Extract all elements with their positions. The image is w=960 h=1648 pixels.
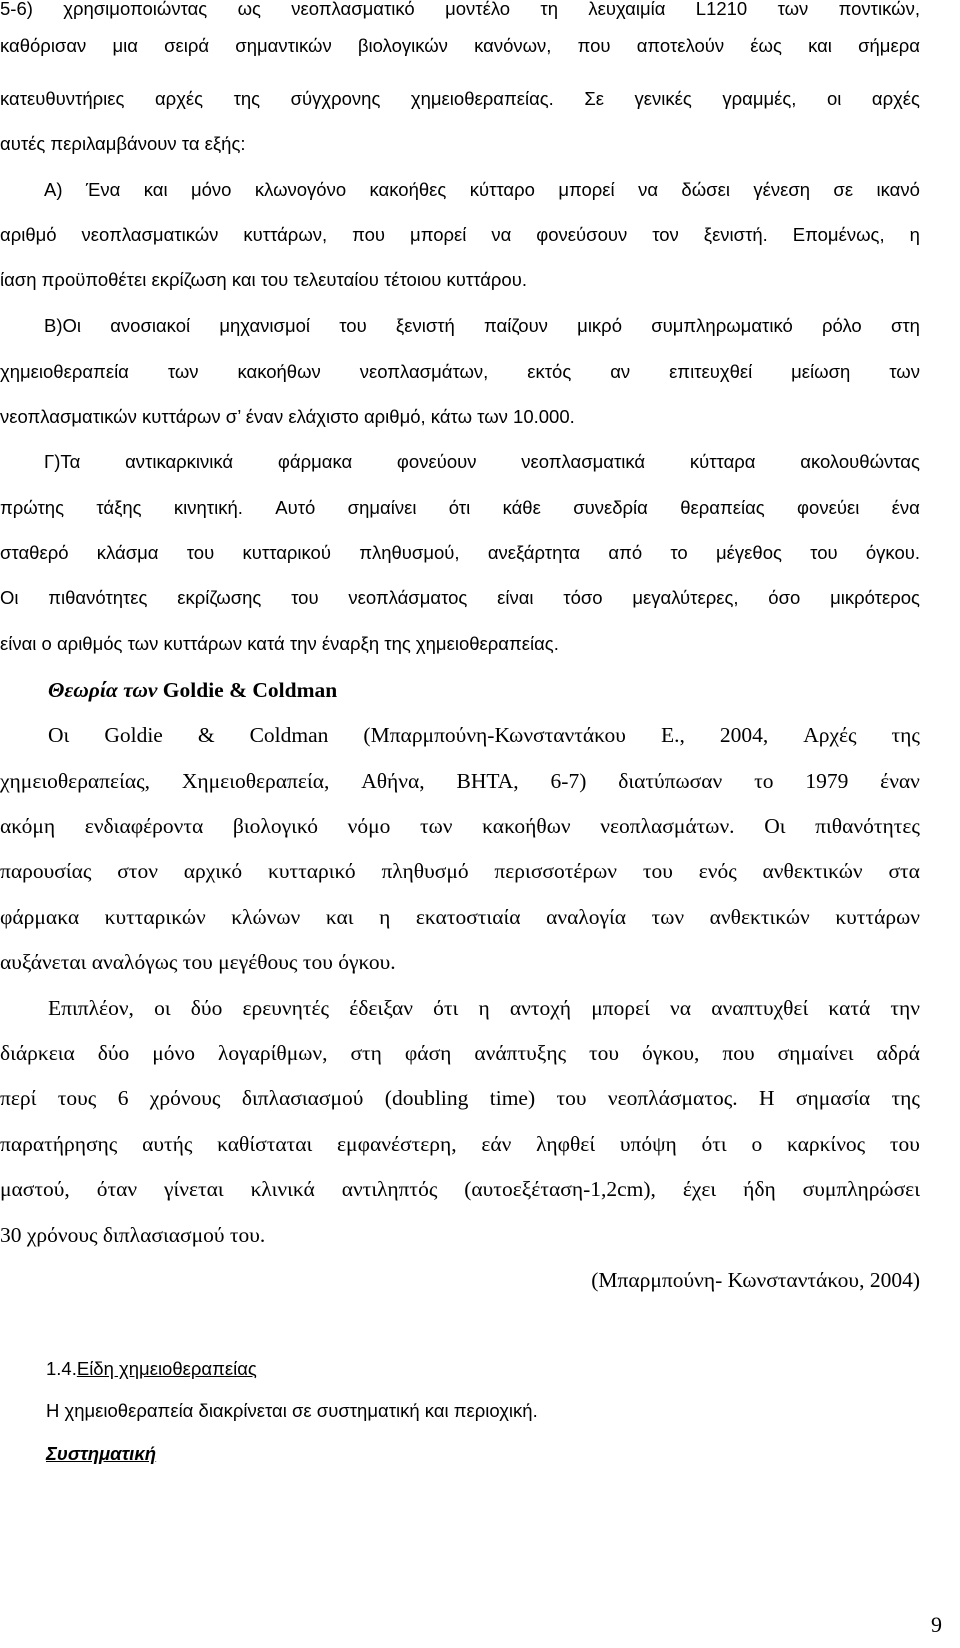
- word: λευχαιμία: [588, 0, 666, 19]
- word: περισσοτέρων: [494, 859, 618, 883]
- word: καρκίνος: [786, 1132, 866, 1156]
- word: των: [777, 0, 809, 19]
- word: 6-7): [550, 769, 587, 793]
- word: &: [197, 723, 215, 747]
- word: αντικαρκινικά: [125, 451, 234, 472]
- word: νεοπλασμάτων,: [359, 361, 489, 382]
- word: στη: [350, 1041, 382, 1065]
- word: του: [810, 542, 838, 563]
- word: μπορεί: [558, 179, 615, 200]
- text-line: Η χημειοθεραπεία διακρίνεται σε συστηματική και περιοχική.: [46, 1400, 538, 1421]
- section-title: Είδη χημειοθεραπείας: [76, 1358, 257, 1379]
- word: ότι: [433, 996, 459, 1020]
- word: έως: [750, 35, 782, 56]
- word: ως: [237, 0, 261, 19]
- word: φάση: [404, 1041, 452, 1065]
- word: περί: [0, 1086, 37, 1110]
- text-line: αυξάνεται αναλόγως του μεγέθους του όγκου.: [0, 950, 396, 974]
- word: χημειοθεραπεία: [0, 361, 129, 382]
- word: διάρκεια: [0, 1041, 75, 1065]
- word: ΒΗΤΑ,: [456, 769, 519, 793]
- word: Αυτό: [275, 497, 316, 518]
- heading-italic-part: Θεωρία των: [48, 678, 158, 702]
- word: ο: [751, 1132, 763, 1156]
- text-line: αυτές περιλαμβάνουν τα εξής:: [0, 133, 246, 154]
- word: μπορεί: [591, 996, 650, 1020]
- text-line: [0, 904, 920, 930]
- word: να: [638, 179, 659, 200]
- word: 2004,: [719, 723, 769, 747]
- word: αρχές: [871, 88, 920, 109]
- text-line: [0, 359, 920, 385]
- text-line: [48, 995, 920, 1021]
- word: συνεδρία: [573, 497, 648, 518]
- word: φονεύει: [797, 497, 860, 518]
- word: αριθμό: [0, 224, 57, 245]
- word: κλώνων: [231, 905, 301, 929]
- word: το: [670, 542, 688, 563]
- word: ότι: [701, 1132, 727, 1156]
- word: δύο: [190, 996, 223, 1020]
- word: 5-6): [0, 0, 33, 19]
- word: Α): [44, 179, 63, 200]
- word: ανοσιακοί: [110, 315, 191, 336]
- word: ενδιαφέροντα: [84, 814, 204, 838]
- word: δύο: [97, 1041, 130, 1065]
- word: νεοπλασματικό: [291, 0, 415, 19]
- word: τη: [540, 0, 559, 19]
- word: του: [339, 315, 367, 336]
- word: αν: [610, 361, 631, 382]
- word: μοντέλο: [445, 0, 511, 19]
- word: των: [889, 361, 920, 382]
- word: αντιληπτός: [341, 1177, 438, 1201]
- text-line: [44, 177, 920, 203]
- word: κακοήθες: [369, 179, 447, 200]
- word: φάρμακα: [277, 451, 353, 472]
- word: μόνο: [152, 1041, 196, 1065]
- word: 1979: [805, 769, 849, 793]
- word: αντοχή: [509, 996, 572, 1020]
- word: γραμμές,: [722, 88, 797, 109]
- subheading-systematic: Συστηματική: [46, 1443, 157, 1464]
- word: νεοπλασματικών: [81, 224, 219, 245]
- text-line: [0, 86, 920, 112]
- word: μόνο: [190, 179, 232, 200]
- word: αδρά: [876, 1041, 920, 1065]
- word: σταθερό: [0, 542, 69, 563]
- text-line: [0, 1040, 920, 1066]
- word: Οι: [764, 814, 786, 838]
- word: η: [379, 905, 391, 929]
- word: Χημειοθεραπεία,: [181, 769, 330, 793]
- word: κυτταρικό: [267, 859, 356, 883]
- word: παίζουν: [484, 315, 548, 336]
- word: ανθεκτικών: [762, 859, 863, 883]
- word: ακόμη: [0, 814, 56, 838]
- word: γίνεται: [163, 1177, 224, 1201]
- word: (Μπαρμπούνη-Κωνσταντάκου: [363, 723, 626, 747]
- word: θεραπείας: [680, 497, 765, 518]
- text-line: [0, 540, 920, 566]
- word: υπόψη: [619, 1132, 677, 1156]
- word: η: [478, 996, 490, 1020]
- word: χρόνους: [149, 1086, 221, 1110]
- word: συμπληρωματικό: [651, 315, 793, 336]
- word: τον: [652, 224, 679, 245]
- word: (αυτοεξέταση-1,2cm),: [464, 1177, 656, 1201]
- word: Ένα: [85, 179, 121, 200]
- word: δώσει: [681, 179, 730, 200]
- word: της: [891, 723, 920, 747]
- word: νεοπλασματικά: [521, 451, 646, 472]
- word: η: [909, 224, 920, 245]
- word: κατευθυντήριες: [0, 88, 125, 109]
- word: αρχικό: [183, 859, 243, 883]
- word: time): [489, 1086, 536, 1110]
- word: χρησιμοποιώντας: [63, 0, 208, 19]
- word: Σε: [584, 88, 605, 109]
- word: αυτής: [142, 1132, 193, 1156]
- word: βιολογικών: [357, 35, 448, 56]
- text-line: [0, 1176, 920, 1202]
- word: L1210: [695, 0, 748, 19]
- word: κύτταρο: [469, 179, 535, 200]
- word: στη: [890, 315, 920, 336]
- word: αποτελούν: [636, 35, 725, 56]
- word: όσο: [768, 587, 801, 608]
- text-line: [48, 722, 920, 748]
- word: κανόνων,: [474, 35, 552, 56]
- word: χημειοθεραπείας,: [0, 769, 151, 793]
- word: έδειξαν: [349, 996, 413, 1020]
- word: εάν: [481, 1132, 512, 1156]
- word: όγκου,: [642, 1041, 700, 1065]
- word: μέγεθος: [716, 542, 782, 563]
- word: της: [891, 1086, 920, 1110]
- word: Β)Οι: [44, 315, 81, 336]
- word: ήδη: [743, 1177, 776, 1201]
- word: Ε.,: [660, 723, 685, 747]
- word: Αθήνα,: [361, 769, 425, 793]
- page-number: 9: [931, 1612, 942, 1637]
- word: εκτός: [527, 361, 572, 382]
- text-line: [44, 449, 920, 475]
- word: αναπτυχθεί: [711, 996, 809, 1020]
- text-line: [0, 495, 920, 521]
- word: ότι: [448, 497, 471, 518]
- word: γενικές: [634, 88, 692, 109]
- text-line: 30 χρόνους διπλασιασμού του.: [0, 1223, 266, 1247]
- word: είναι: [497, 587, 534, 608]
- word: των: [420, 814, 453, 838]
- word: και: [325, 905, 354, 929]
- word: του: [186, 542, 215, 563]
- word: τάξης: [96, 497, 142, 518]
- word: και: [143, 179, 168, 200]
- word: σήμερα: [858, 35, 920, 56]
- word: εκατοστιαία: [415, 905, 521, 929]
- word: την: [890, 996, 920, 1020]
- word: πιθανότητες: [815, 814, 920, 838]
- section-heading-1-4: [46, 1356, 960, 1382]
- word: έναν: [880, 769, 920, 793]
- word: νεοπλασμάτων.: [600, 814, 735, 838]
- word: σειρά: [164, 35, 210, 56]
- word: Οι: [48, 723, 70, 747]
- word: όταν: [96, 1177, 138, 1201]
- text-line: [0, 768, 920, 794]
- text-line: [0, 858, 920, 884]
- word: οι: [826, 88, 842, 109]
- word: Επιπλέον,: [48, 996, 134, 1020]
- word: βιολογικό: [232, 814, 318, 838]
- word: κακοήθων: [482, 814, 571, 838]
- text-line: είναι ο αριθμός των κυττάρων κατά την έναρξη της χημειοθεραπείας.: [0, 633, 559, 654]
- word: να: [491, 224, 512, 245]
- word: Γ)Τα: [44, 451, 81, 472]
- word: οι: [154, 996, 171, 1020]
- word: ρόλο: [822, 315, 862, 336]
- text-line: [0, 33, 920, 59]
- word: των: [167, 361, 199, 382]
- text-line: [0, 1085, 920, 1111]
- text-line: [0, 1131, 920, 1157]
- word: σημαντικών: [235, 35, 332, 56]
- word: Οι: [0, 587, 19, 608]
- word: (doubling: [384, 1086, 469, 1110]
- word: κάθε: [502, 497, 541, 518]
- word: Αρχές: [803, 723, 857, 747]
- word: που: [577, 35, 611, 56]
- text-line: ίαση προϋποθέτει εκρίζωση και του τελευταίου τέτοιου κυττάρου.: [0, 269, 527, 290]
- word: στα: [888, 859, 920, 883]
- word: κλάσμα: [96, 542, 159, 563]
- word: ένα: [891, 497, 920, 518]
- word: μια: [112, 35, 138, 56]
- word: νεοπλάσματος.: [607, 1086, 738, 1110]
- word: ενός: [698, 859, 737, 883]
- word: σε: [833, 179, 854, 200]
- word: κλινικά: [250, 1177, 315, 1201]
- word: μπορεί: [410, 224, 467, 245]
- section-heading-goldie: [48, 677, 960, 703]
- word: ξενιστή: [395, 315, 455, 336]
- word: 6: [117, 1086, 129, 1110]
- word: που: [352, 224, 386, 245]
- word: πρώτης: [0, 497, 64, 518]
- word: συμπληρώσει: [802, 1177, 920, 1201]
- word: νεοπλάσματος: [348, 587, 468, 608]
- word: έχει: [682, 1177, 717, 1201]
- word: των: [651, 905, 685, 929]
- word: του: [556, 1086, 587, 1110]
- word: φάρμακα: [0, 905, 80, 929]
- word: νόμο: [347, 814, 391, 838]
- word: διατύπωσαν: [618, 769, 723, 793]
- word: ανεξάρτητα: [487, 542, 581, 563]
- word: γένεση: [753, 179, 811, 200]
- word: εμφανέστερη,: [337, 1132, 457, 1156]
- word: Επομένως,: [792, 224, 885, 245]
- word: μεγαλύτερες,: [632, 587, 739, 608]
- word: επιτευχθεί: [669, 361, 753, 382]
- word: καθίσταται: [217, 1132, 313, 1156]
- word: μικρότερος: [830, 587, 920, 608]
- text-line: [0, 222, 920, 248]
- word: του: [889, 1132, 920, 1156]
- word: ξενιστή.: [703, 224, 768, 245]
- word: φονεύσουν: [536, 224, 628, 245]
- word: της: [233, 88, 261, 109]
- word: του: [291, 587, 319, 608]
- text-line: νεοπλασματικών κυττάρων σ’ έναν ελάχιστο αριθμό, κάτω των 10.000.: [0, 406, 575, 427]
- word: το: [754, 769, 774, 793]
- text-line: [0, 0, 920, 22]
- text-line: [0, 585, 920, 611]
- word: στον: [117, 859, 158, 883]
- word: ανθεκτικών: [709, 905, 810, 929]
- word: αναλογία: [546, 905, 627, 929]
- word: ληφθεί: [536, 1132, 596, 1156]
- word: αρχές: [154, 88, 204, 109]
- citation: (Μπαρμπούνη- Κωνσταντάκου, 2004): [591, 1268, 920, 1292]
- word: ποντικών,: [838, 0, 920, 19]
- word: από: [608, 542, 643, 563]
- word: κύτταρα: [689, 451, 756, 472]
- word: σύγχρονης: [290, 88, 381, 109]
- word: κλωνογόνο: [254, 179, 347, 200]
- word: σημασία: [795, 1086, 871, 1110]
- word: παρουσίας: [0, 859, 92, 883]
- word: Goldie: [104, 723, 163, 747]
- word: κυτταρικού: [242, 542, 331, 563]
- word: και: [808, 35, 832, 56]
- word: κατά: [828, 996, 871, 1020]
- word: να: [670, 996, 692, 1020]
- word: πληθυσμού,: [359, 542, 460, 563]
- word: που: [722, 1041, 755, 1065]
- word: ανάπτυξης: [474, 1041, 567, 1065]
- word: τόσο: [563, 587, 603, 608]
- word: ακολουθώντας: [800, 451, 920, 472]
- word: τους: [57, 1086, 97, 1110]
- word: πιθανότητες: [48, 587, 148, 608]
- word: μηχανισμοί: [219, 315, 311, 336]
- word: σημαίνει: [777, 1041, 854, 1065]
- word: όγκου.: [865, 542, 920, 563]
- word: διπλασιασμού: [241, 1086, 364, 1110]
- word: ικανό: [876, 179, 920, 200]
- word: κυτταρικών: [104, 905, 206, 929]
- word: Coldman: [249, 723, 329, 747]
- word: Η: [758, 1086, 775, 1110]
- word: σημαίνει: [347, 497, 417, 518]
- word: χημειοθεραπείας.: [410, 88, 554, 109]
- text-line: [44, 313, 920, 339]
- word: λογαρίθμων,: [217, 1041, 328, 1065]
- word: πληθυσμό: [381, 859, 469, 883]
- word: κινητική.: [173, 497, 243, 518]
- word: κυττάρων,: [243, 224, 328, 245]
- text-line: [0, 813, 920, 839]
- word: φονεύουν: [396, 451, 477, 472]
- word: μείωση: [791, 361, 851, 382]
- word: κυττάρων: [835, 905, 920, 929]
- word: παρατήρησης: [0, 1132, 118, 1156]
- word: μαστού,: [0, 1177, 70, 1201]
- word: κακοήθων: [237, 361, 321, 382]
- word: μικρό: [577, 315, 622, 336]
- word: ερευνητές: [242, 996, 330, 1020]
- word: καθόρισαν: [0, 35, 87, 56]
- heading-bold-part: Goldie & Coldman: [162, 678, 338, 702]
- section-number: 1.4.: [46, 1358, 77, 1379]
- word: του: [589, 1041, 620, 1065]
- word: του: [642, 859, 673, 883]
- word: εκρίζωσης: [177, 587, 262, 608]
